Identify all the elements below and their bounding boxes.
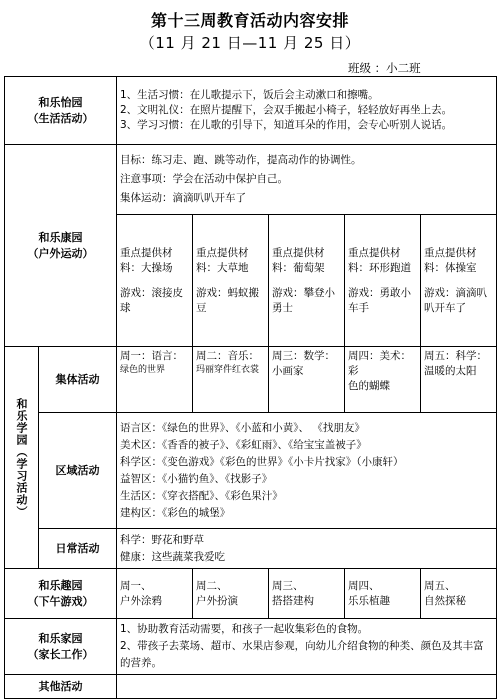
area-content (117, 413, 497, 529)
date-range: （11 月 21 日—11 月 25 日） (139, 34, 361, 52)
class-label: 班级 ：小二班 (348, 61, 421, 75)
area-item: 科学区：《变色游戏》《彩色的世界》《小卡片找家》（小康轩） (120, 455, 404, 468)
area-item: 益智区：《小猫钓鱼》、《找影子》 (120, 472, 273, 485)
collective-label: 集体活动 (39, 347, 117, 413)
daily-item: 科学：野花和野草 (120, 533, 204, 546)
outdoor-section-label: 和乐康园 （户外运动） (5, 145, 117, 347)
family-item: 1、协助教育活动需要，和孩子一起收集彩色的食物。 (120, 623, 369, 635)
collective-day: 周三：数学： 小画家 (269, 347, 345, 413)
area-item: 生活区：《穿衣搭配》、《彩色果汁》 (120, 489, 283, 502)
outdoor-station: 重点提供材料：大操场 游戏：滚接皮球 (117, 215, 193, 347)
daily-label: 日常活动 (39, 529, 117, 569)
outdoor-station: 重点提供材料：大草地 游戏：蚂蚁搬豆 (193, 215, 269, 347)
row-other (5, 675, 497, 699)
family-section-label: 和乐家园 （家长工作） (5, 619, 117, 675)
play-section-label: 和乐趣园 （下午游戏） (5, 569, 117, 619)
row-play (5, 569, 497, 619)
other-section-label: 其他活动 (5, 675, 117, 699)
life-content (117, 77, 497, 145)
area-label: 区域活动 (39, 413, 117, 529)
collective-day: 周四：美术：彩 色的蝴蝶 (345, 347, 421, 413)
life-item: 2、文明礼仪：在照片提醒下，会双手搬起小椅子，轻轻放好再坐上去。 (120, 104, 453, 116)
area-item: 美术区：《香香的被子》、《彩虹雨》、《给宝宝盖被子》 (120, 438, 367, 451)
daily-item: 健康：这些蔬菜我爱吃 (120, 550, 225, 563)
life-item: 1、生活习惯：在儿歌提示下，饭后会主动漱口和擦嘴。 (120, 89, 379, 101)
other-content (117, 675, 497, 699)
row-outdoor-top (5, 145, 497, 215)
family-item: 2、带孩子去菜场、超市、水果店参观，向幼儿介绍食物的种类、颜色及其丰富的营养。 (120, 640, 484, 669)
outdoor-note: 注意事项：学会在活动中保护自己。 (120, 173, 288, 185)
outdoor-info (117, 145, 497, 215)
schedule-table (4, 76, 497, 699)
collective-day: 周五：科学： 温暖的太阳 (421, 347, 497, 413)
play-day: 周一、 户外涂鸦 (117, 569, 193, 619)
area-item: 建构区：《彩色的城堡》 (120, 506, 231, 519)
row-study-collective (5, 347, 497, 413)
life-section-label: 和乐怡园 （生活活动） (5, 77, 117, 145)
row-family (5, 619, 497, 675)
study-section-label: 和乐学园（学习活动） (5, 347, 39, 569)
outdoor-station: 重点提供材料：葡萄架 游戏：攀登小勇士 (269, 215, 345, 347)
row-life (5, 77, 497, 145)
outdoor-group: 集体运动：滴滴叭叭开车了 (120, 192, 246, 204)
play-day: 周四、 乐乐植趣 (345, 569, 421, 619)
row-study-daily (5, 529, 497, 569)
play-day: 周五、 自然探秘 (421, 569, 497, 619)
play-day: 周三、 搭搭建构 (269, 569, 345, 619)
daily-content (117, 529, 497, 569)
row-study-areas (5, 413, 497, 529)
outdoor-station: 重点提供材料：环形跑道 游戏：勇敢小车手 (345, 215, 421, 347)
family-content (117, 619, 497, 675)
page-title: 第十三周教育活动内容安排 (150, 11, 349, 30)
collective-day: 周二：音乐： 玛丽穿件红衣裳 (193, 347, 269, 413)
life-item: 3、学习习惯：在儿歌的引导下，知道耳朵的作用，会专心听别人说话。 (120, 119, 453, 131)
outdoor-goal: 目标：练习走、跑、跳等动作，提高动作的协调性。 (120, 154, 362, 166)
play-day: 周二、 户外扮演 (193, 569, 269, 619)
area-item: 语言区：《绿色的世界》、《小蓝和小黄》、 《找朋友》 (120, 421, 365, 434)
outdoor-station: 重点提供材料：体操室 游戏：滴滴叭叭开车了 (421, 215, 497, 347)
collective-day: 周一：语言： 绿色的世界 (117, 347, 193, 413)
